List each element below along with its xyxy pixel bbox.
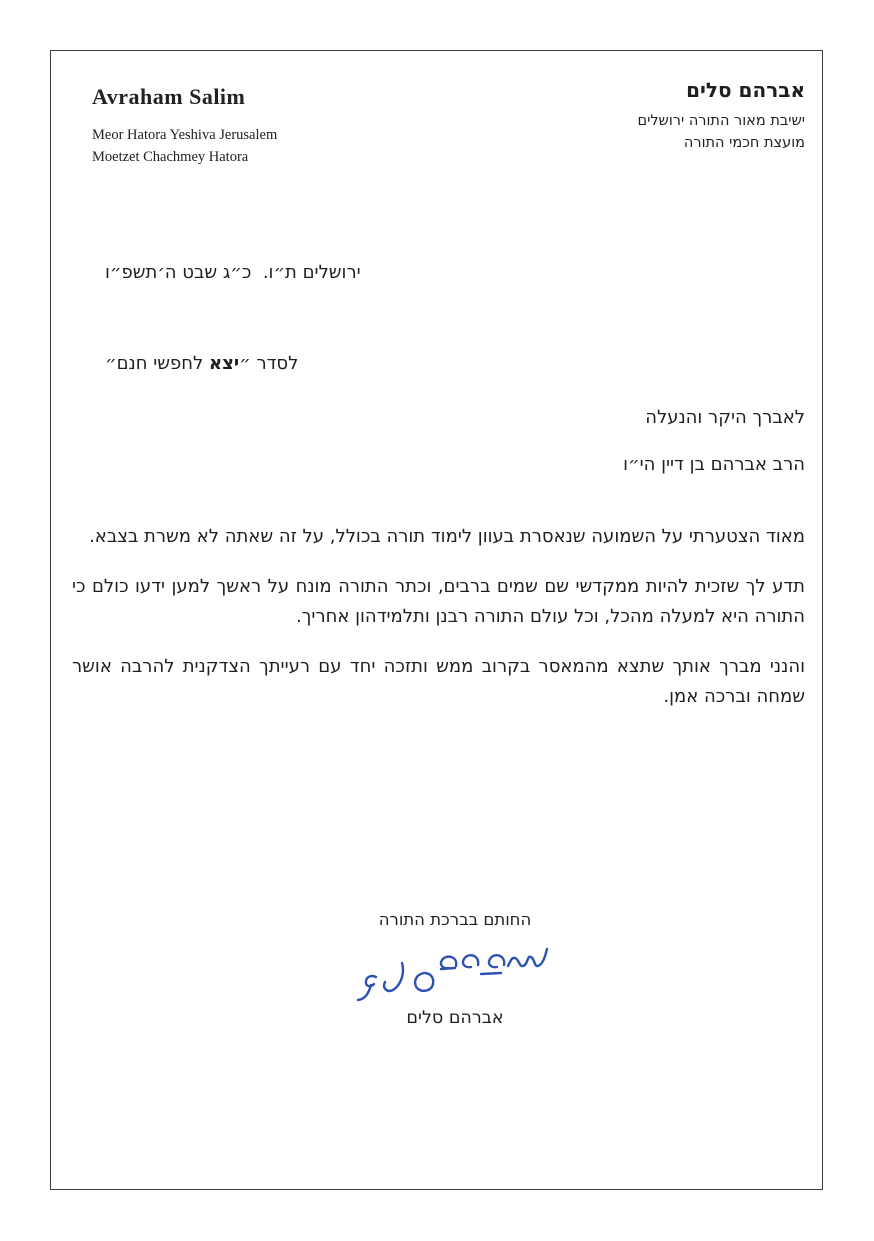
letterhead-hebrew-subtitle	[637, 110, 805, 154]
body-paragraph-2: תדע לך שזכית להיות ממקדשי שם שמים ברבים, וכתר התורה מונח על ראשך למען ידעו כולם כי התורה היא למעלה מהכל, וכל עולם התורה רבנן ותלמידהון אחריך.	[72, 576, 805, 627]
greeting-block	[623, 407, 805, 475]
letterhead-english-subtitle	[92, 124, 277, 168]
letterhead-english	[92, 84, 277, 168]
dateline-block	[105, 220, 361, 416]
date-line: ירושלים ת״ו. כ״ג שבט ה׳תשפ״ו	[105, 262, 361, 283]
letterhead-hebrew-name: אברהם סלים	[686, 78, 805, 102]
parsha-suffix: לחפשי חנם״	[105, 353, 209, 374]
signature-image	[338, 936, 553, 1008]
closing-line: החותם בברכת התורה	[378, 910, 532, 929]
letterhead-english-name: Avraham Salim	[92, 84, 246, 109]
signature-strokes	[358, 949, 547, 1000]
parsha-emphasis: יצא	[208, 353, 240, 374]
letterhead-hebrew-line2: מועצת חכמי התורה	[683, 135, 805, 151]
letterhead-english-line2: Moetzet Chachmey Hatora	[92, 149, 249, 165]
body-paragraph-3: והנני מברך אותך שתצא מהמאסר בקרוב ממש ותזכה יחד עם רעייתך הצדקנית להרבה אושר שמחה וברכה אמן.	[72, 656, 805, 707]
letterhead-english-line1: Meor Hatora Yeshiva Jerusalem	[92, 127, 278, 143]
greeting-line2: הרב אברהם בן דיין הי״ו	[623, 454, 805, 475]
parsha-prefix: לסדר ״	[239, 353, 299, 374]
signer-name: אברהם סלים	[406, 1008, 504, 1028]
greeting-line1: לאברך היקר והנעלה	[645, 407, 805, 428]
parsha-line	[105, 353, 361, 374]
letterhead-hebrew-line1: ישיבת מאור התורה ירושלים	[637, 113, 805, 129]
letterhead-hebrew	[637, 78, 805, 154]
body-paragraph-1: מאוד הצטערתי על השמועה שנאסרת בעוון לימוד תורה בכולל, על זה שאתה לא משרת בצבא.	[89, 526, 805, 547]
letter-body	[72, 522, 805, 732]
